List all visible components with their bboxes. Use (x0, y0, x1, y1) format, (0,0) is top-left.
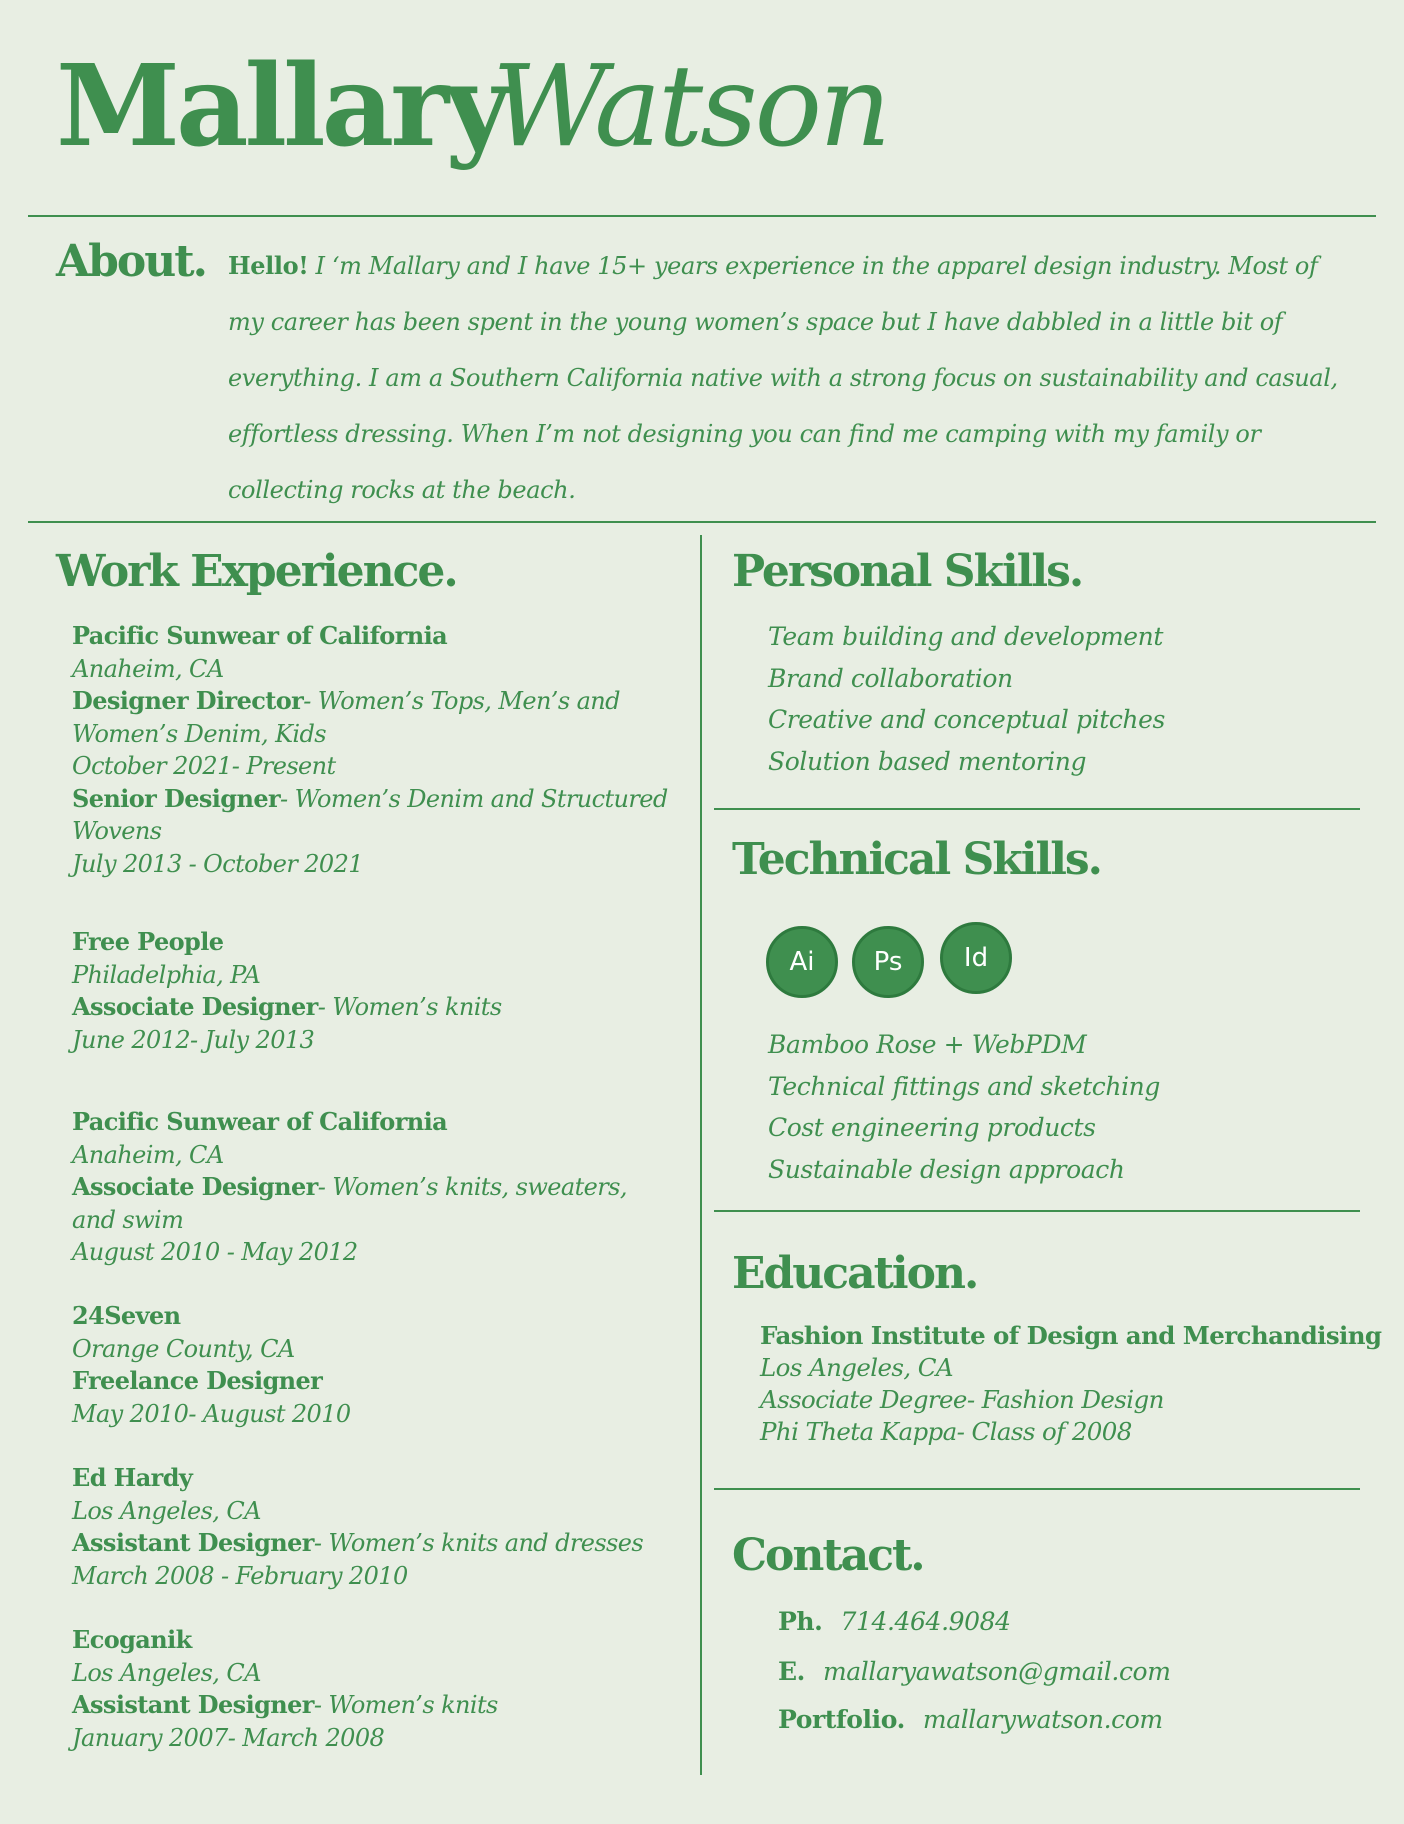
phone-label: Ph. (778, 1607, 823, 1636)
about-paragraph (228, 238, 1358, 518)
education-honor: Phi Theta Kappa- Class of 2008 (760, 1417, 1132, 1446)
contact-email (778, 1656, 1338, 1688)
education-location: Los Angeles, CA (760, 1353, 953, 1382)
job-role-line (72, 783, 672, 848)
job-dates: August 2010 - May 2012 (72, 1238, 358, 1266)
list-item: Cost engineering products (768, 1113, 1096, 1142)
technical-skills-title: Technical Skills. (732, 834, 1102, 885)
column-divider (700, 535, 702, 1775)
job-role-desc: - Women’s knits, sweaters, and swim (72, 1173, 627, 1234)
job-role: Associate Designer (72, 992, 318, 1021)
photoshop-icon: Ps (852, 926, 924, 998)
first-name: Mallary (56, 41, 507, 172)
phone-value: 714.464.9084 (840, 1607, 1011, 1636)
job-role-line (72, 1527, 672, 1560)
contact-phone (778, 1606, 1338, 1638)
job-role-desc: - Women’s knits (313, 1691, 498, 1719)
education-title: Education. (732, 1248, 978, 1299)
job-role: Freelance Designer (72, 1366, 323, 1395)
job-company: Free People (72, 927, 224, 956)
job-dates: May 2010- August 2010 (72, 1399, 351, 1428)
illustrator-icon: Ai (766, 926, 838, 998)
job-entry (72, 620, 672, 880)
job-entry (72, 1462, 672, 1592)
job-location: Philadelphia, PA (72, 960, 261, 989)
job-company: 24Seven (72, 1301, 181, 1330)
list-item: Creative and conceptual pitches (768, 705, 1165, 734)
list-item: Team building and development (768, 622, 1164, 651)
job-dates: July 2013 - October 2021 (72, 849, 363, 878)
indesign-icon: Id (940, 922, 1012, 994)
personal-skills-list (768, 616, 1348, 782)
list-item: Bamboo Rose + WebPDM (768, 1030, 1087, 1059)
job-role: Assistant Designer (72, 1528, 314, 1557)
divider (714, 808, 1360, 810)
list-item: Brand collaboration (768, 663, 1013, 693)
job-dates: January 2007- March 2008 (72, 1723, 385, 1752)
contact-title: Contact. (732, 1530, 924, 1581)
divider (28, 215, 1376, 217)
job-entry (72, 1624, 672, 1754)
job-role-line (72, 991, 672, 1024)
technical-skills-list (768, 1024, 1348, 1190)
job-role-desc: - Women’s Denim and Structured Wovens (72, 784, 668, 845)
education-degree: Associate Degree- Fashion Design (760, 1385, 1164, 1414)
job-company: Ecoganik (72, 1625, 192, 1654)
job-role-desc: - Women’s knits and dresses (313, 1529, 644, 1557)
divider (714, 1210, 1360, 1212)
job-role-line (72, 1365, 672, 1398)
about-hello: Hello! (228, 251, 309, 280)
job-location: Orange County, CA (72, 1334, 295, 1363)
job-dates: March 2008 - February 2010 (72, 1561, 408, 1590)
divider (28, 521, 1376, 523)
work-title: Work Experience. (56, 546, 457, 597)
divider (714, 1488, 1360, 1490)
job-role: Assistant Designer (72, 1690, 314, 1719)
list-item: Solution based mentoring (768, 746, 1087, 776)
job-location: Anaheim, CA (72, 654, 224, 683)
contact-portfolio (778, 1704, 1338, 1736)
job-role-desc: - Women’s Tops, Men’s and Women’s Denim, Kids (72, 687, 620, 748)
job-entry (72, 926, 672, 1056)
job-role: Designer Director (72, 686, 304, 715)
job-role-desc: - Women’s knits (317, 993, 502, 1021)
job-company: Pacific Sunwear of California (72, 1107, 448, 1136)
job-role-line (72, 1171, 672, 1236)
job-entry (72, 1300, 672, 1430)
list-item: Technical fittings and sketching (768, 1071, 1160, 1101)
portfolio-value[interactable]: mallarywatson.com (922, 1705, 1163, 1734)
job-dates: June 2012- July 2013 (72, 1025, 315, 1054)
education-school: Fashion Institute of Design and Merchandising (760, 1321, 1382, 1350)
job-location: Anaheim, CA (72, 1140, 224, 1169)
job-role-line (72, 1689, 672, 1722)
job-role: Senior Designer (72, 783, 281, 813)
portfolio-label: Portfolio. (778, 1705, 905, 1734)
education-entry (760, 1320, 1380, 1448)
about-body: I ‘m Mallary and I have 15+ years experience in the apparel design industry. Most of my career has been spent in the young women’s space but I have dabbled in a little bit of everything. I am a Southern California native with a strong focus on sustainability and casual, effortless dressing. When I’m not designing you can find me camping with my family or collecting rocks at the beach. (228, 252, 1338, 504)
job-role: Associate Designer (72, 1172, 318, 1201)
list-item: Sustainable design approach (768, 1154, 1125, 1184)
email-value[interactable]: mallaryawatson@gmail.com (822, 1657, 1171, 1686)
job-location: Los Angeles, CA (72, 1658, 261, 1687)
about-title: About. (56, 236, 206, 287)
personal-skills-title: Personal Skills. (732, 546, 1083, 597)
job-company: Ed Hardy (72, 1463, 193, 1492)
job-dates: October 2021- Present (72, 752, 336, 780)
job-location: Los Angeles, CA (72, 1496, 261, 1525)
email-label: E. (778, 1657, 805, 1686)
job-role-line (72, 685, 672, 750)
job-company: Pacific Sunwear of California (72, 621, 448, 650)
last-name: Watson (492, 42, 889, 172)
job-entry (72, 1106, 672, 1269)
